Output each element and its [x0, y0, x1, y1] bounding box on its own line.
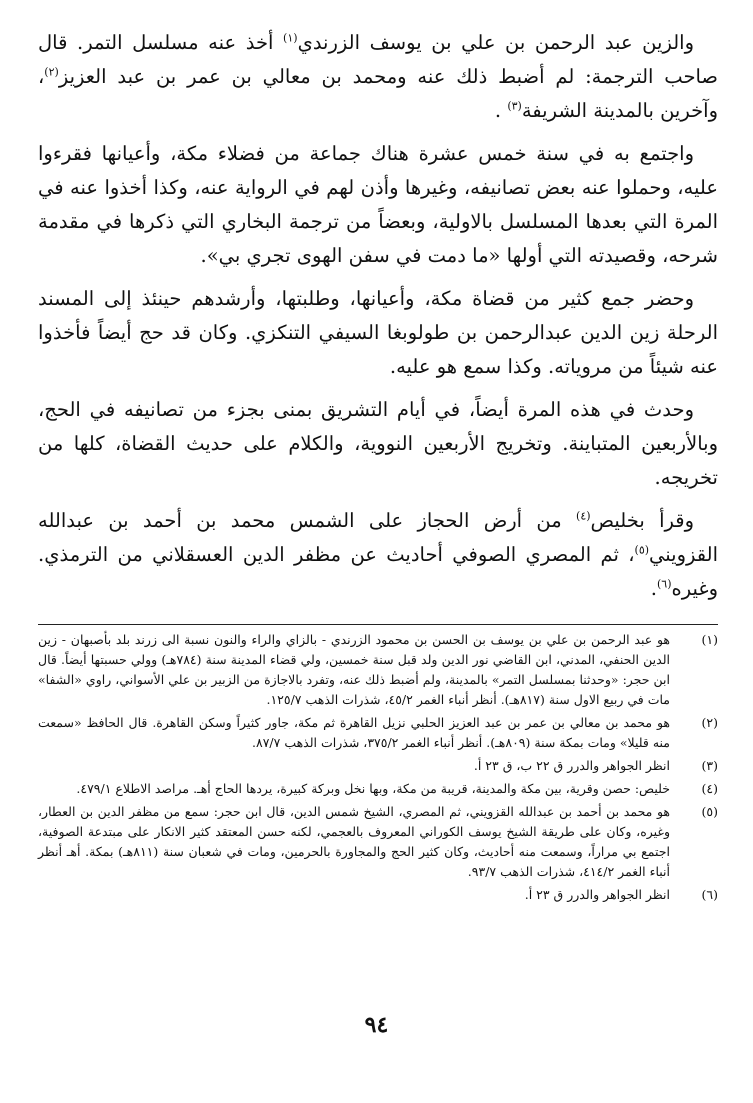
paragraph-text: واجتمع به في سنة خمس عشرة هناك جماعة من فضلاء مكة، وأعيانها فقرءوا عليه، وحملوا عنه بعض تصانيفه، وغيرها وأذن لهم في الرواية عنه، وكذا أخذوا عنه في المرة التي بعدها المسلسل بالاولية، وبعضاً من ترجمة البخاري التي ذكرها في مقدمة شرحه، وقصيدته التي أولها «ما دمت في سفن الهوى تجري بي».: [38, 142, 718, 267]
paragraph-text: وقرأ بخليص: [590, 509, 694, 532]
page-number: ٩٤: [364, 1012, 389, 1038]
footnote-4: [38, 779, 718, 799]
footnote-number: (٥): [701, 804, 718, 819]
footnote-ref: (٤): [576, 509, 591, 523]
paragraph-text: .: [650, 577, 657, 600]
main-text: [38, 26, 718, 615]
footnote-ref: (٣): [507, 99, 522, 113]
footnote-number: (٣): [701, 758, 718, 773]
paragraph-text: أخذ عنه مسلسل التمر. قال صاحب الترجمة: لم أضبط ذلك عنه ومحمد بن معالي بن عمر بن عبد العزيز: [38, 31, 718, 88]
footnote-ref: (٢): [44, 65, 59, 79]
footnote-text: هو محمد بن أحمد بن عبدالله القزويني، ثم المصري، الشيخ شمس الدين، قال ابن حجر: سمع من مظفر الدين بن العطار، وغيره، وكان على طريقة الشيخ يوسف الكوراني المعروف بالعجمي، لكنه حسن المعتقد كثير الانكار على مبتدعة الصوفية، اجتمع بي مراراً، وسمعت منه أحاديث، وكان كثير الحج والمجاورة بالحرمين، ومات في شعبان سنة (٨١١هـ) بمكة. أهـ أنظر أنباء الغمر ٤١٤/٢، شذرات الذهب ٩٣/٧.: [38, 804, 671, 879]
footnotes-section: [38, 624, 718, 908]
paragraph-text: .: [494, 99, 508, 122]
footnote-5: [38, 802, 718, 882]
footnote-number: (١): [701, 632, 718, 647]
paragraph-text: وحدث في هذه المرة أيضاً، في أيام التشريق بمنى بجزء من تصانيفه في الحج، وبالأربعين المتباينة. وتخريج الأربعين النووية، والكلام على حديث القضاة، كلها من تخريجه.: [38, 398, 718, 489]
footnote-6: [38, 885, 718, 905]
footnote-number: (٤): [701, 781, 718, 796]
footnote-number: (٢): [701, 715, 718, 730]
footnote-number: (٦): [701, 887, 718, 902]
footnote-ref: (٦): [657, 577, 672, 591]
footnote-ref: (١): [283, 31, 298, 45]
paragraph-text: من أرض الحجاز على الشمس محمد بن أحمد بن عبدالله القزويني: [38, 509, 718, 566]
paragraph-5: [38, 504, 718, 606]
footnote-text: هو عبد الرحمن بن علي بن يوسف بن الحسن بن محمود الزرندي - بالزاي والراء والنون نسبة الى زرند بلد بأصبهان - زين الدين الحنفي، المدني، ابن القاضي نور الدين ولد قبل سنة خمسين، ولي قضاء المدينة سنة (٧٨٤هـ) وولي حسبتها أيضاً. قال ابن حجر: «وحدثنا بمسلسل التمر» بالمدينة، ولم أضبط ذلك عنه، وتفرد بالاجازة من الزبير بن علي الأسواني، راوي «الشفا» مات في ربيع الاول سنة (٨١٧هـ). أنظر أنباء الغمر ٤٥/٢، شذرات الذهب ١٢٥/٧.: [38, 632, 670, 707]
paragraph-3: [38, 282, 718, 384]
paragraph-text: والزين عبد الرحمن بن علي بن يوسف الزرندي: [297, 31, 694, 54]
footnote-text: هو محمد بن معالي بن عمر بن عبد العزيز الحلبي نزيل القاهرة ثم مكة، جاور كثيراً وسكن القاهرة. قال الحافظ «سمعت منه قليلا» ومات بمكة سنة (٨٠٩هـ). أنظر أنباء الغمر ٣٧٥/٢، شذرات الذهب ٨٧/٧.: [38, 715, 670, 750]
footnote-text: انظر الجواهر والدرر ق ٢٣ أ.: [524, 887, 670, 902]
footnote-text: انظر الجواهر والدرر ق ٢٢ ب، ق ٢٣ أ.: [473, 758, 670, 773]
paragraph-4: [38, 393, 718, 495]
footnote-1: [38, 630, 718, 710]
footnote-text: خليص: حصن وقرية، بين مكة والمدينة، قريبة من مكة، وبها نخل وبركة كبيرة، يردها الحاج أهـ. مراصد الاطلاع ٤٧٩/١.: [76, 781, 670, 796]
paragraph-1: [38, 26, 718, 128]
footnote-ref: (٥): [634, 543, 650, 557]
footnote-2: [38, 713, 718, 753]
footnote-3: [38, 756, 718, 776]
paragraph-text: ، ثم المصري الصوفي أحاديث عن مظفر الدين العسقلاني من الترمذي. وغيره: [38, 543, 718, 600]
paragraph-text: ، وآخرين بالمدينة الشريفة: [38, 65, 718, 122]
paragraph-2: [38, 137, 718, 273]
paragraph-text: وحضر جمع كثير من قضاة مكة، وأعيانها، وطلبتها، وأرشدهم حينئذ إلى المسند الرحلة زين الدين عبدالرحمن بن طولوبغا السيفي التنكزي. وكان قد حج أيضاً فأخذوا عنه شيئاً من مروياته. وكذا سمع هو عليه.: [38, 287, 718, 378]
